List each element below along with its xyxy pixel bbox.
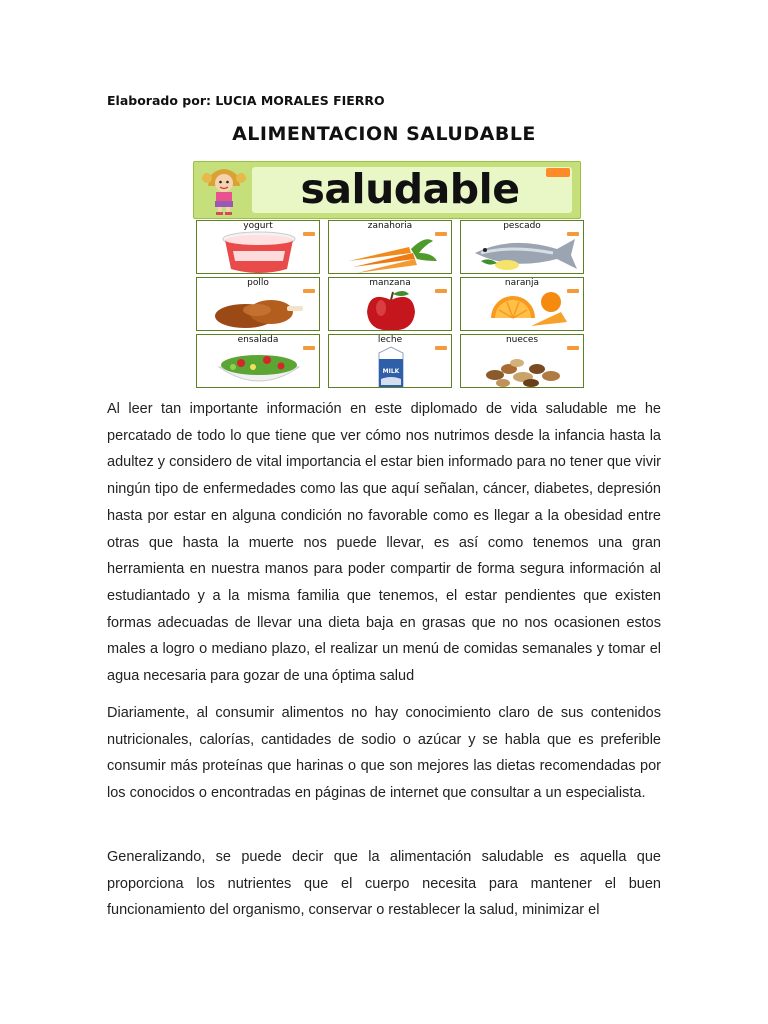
food-label: yogurt [243, 221, 273, 231]
food-card-zanahoria [328, 220, 452, 274]
milk-carton-label: MILK [382, 368, 400, 375]
poster-logo-badge [546, 168, 570, 177]
fish-icon [461, 231, 584, 274]
food-card-nueces [460, 334, 584, 388]
yogurt-icon [197, 231, 320, 274]
paragraph-3: Generalizando, se puede decir que la alimentación saludable es aquella que proporciona los nutrientes que el cuerpo necesita para mantener el buen funcionamiento del organismo, conservar o restablecer la salud, minimizar el [107, 849, 661, 919]
salad-icon [197, 345, 320, 388]
food-card-naranja [460, 277, 584, 331]
girl-mascot-icon [198, 164, 250, 216]
poster-banner [193, 161, 581, 219]
food-card-ensalada [196, 334, 320, 388]
food-label: naranja [504, 278, 540, 288]
author-line: Elaborado por: LUCIA MORALES FIERRO [107, 93, 385, 108]
carrot-icon [329, 231, 452, 274]
chicken-icon [197, 288, 320, 331]
food-card-leche [328, 334, 452, 388]
food-card-manzana [328, 277, 452, 331]
document-title: ALIMENTACION SALUDABLE [232, 123, 536, 145]
paragraph-2: Diariamente, al consumir alimentos no hay conocimiento claro de sus contenidos nutricionales, calorías, cantidades de sodio o azúcar y se habla que es preferible consumir más proteínas que harinas o que son mejores las dietas recomendadas por los conocidos o encontradas en páginas de internet que consultar a un especialista. [107, 705, 661, 802]
milk-icon [329, 345, 452, 388]
food-label: pollo [247, 278, 269, 288]
food-label: zanahoria [367, 221, 413, 231]
food-card-yogurt [196, 220, 320, 274]
food-label: nueces [505, 335, 539, 345]
paragraph-1: Al leer tan importante información en este diplomado de vida saludable me he percatado de todo lo que tiene que ver cómo nos nutrimos desde la infancia hasta la adultez y considero de vital importancia el estar bien informado para no tener que vivir ningún tipo de enfermedades como las que aquí señalan, cáncer, diabetes, depresión hasta por estar en alguna condición no favorable como es llegar a la obesidad entre otras que hasta la muerte nos puede llevar, es así como tenemos una gran herramienta en nuestra manos para poder compartir de forma segura información al estudiantado y a la misma familia que tenemos, el estar pendientes que existen formas adecuadas de llevar una dieta baja en grasas que no nos ocasionen estos males a logro o mediano plazo, el realizar un menú de comidas semanales y tomar el agua necesaria para gozar de una óptima salud [107, 401, 661, 685]
orange-icon [461, 288, 584, 331]
nuts-icon [461, 345, 584, 388]
banner-title: saludable [300, 165, 520, 213]
food-grid [196, 220, 580, 388]
food-card-pollo [196, 277, 320, 331]
food-label: manzana [369, 278, 411, 288]
food-label: leche [377, 335, 403, 345]
food-label: ensalada [237, 335, 279, 345]
food-label: pescado [503, 221, 541, 231]
apple-icon [329, 288, 452, 331]
food-card-pescado [460, 220, 584, 274]
healthy-food-poster [193, 161, 581, 389]
